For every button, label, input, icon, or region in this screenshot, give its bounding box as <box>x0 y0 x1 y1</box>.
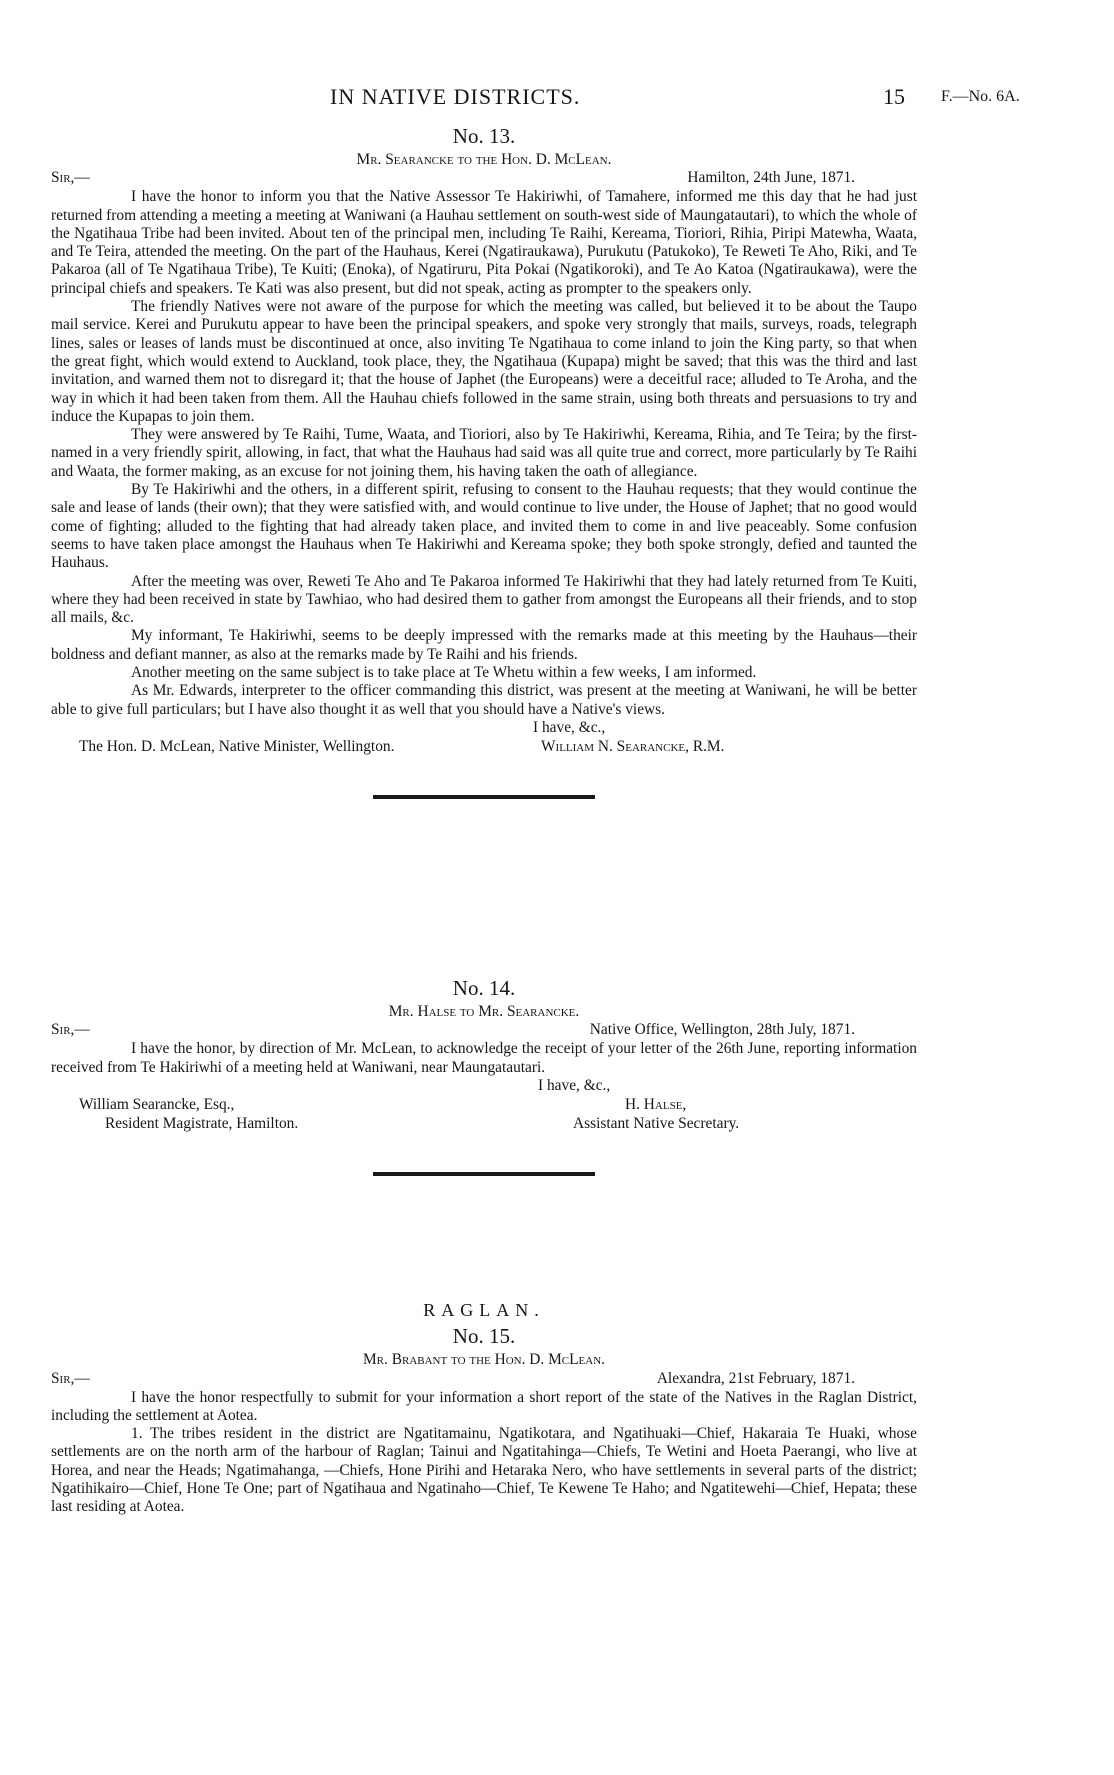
section-divider <box>373 1172 595 1176</box>
letter-heading-line <box>51 1021 917 1040</box>
dateline: Hamilton, 24th June, 1871. <box>687 169 855 187</box>
letter-from-to: Mr. Brabant to the Hon. D. McLean. <box>363 1351 605 1369</box>
signature-title-row <box>51 1115 917 1134</box>
letter-heading-line <box>51 1370 917 1389</box>
section-title: RAGLAN. <box>423 1300 545 1320</box>
signature-title: Assistant Native Secretary. <box>573 1114 740 1132</box>
closing-row <box>51 719 917 738</box>
closing: I have, &c., <box>533 718 606 736</box>
letter-15 <box>51 1301 917 1517</box>
paragraph: Another meeting on the same subject is to take place at Te Whetu within a few weeks, I am informed. <box>131 664 757 682</box>
closing-row <box>51 1077 917 1096</box>
letter-number: No. 15. <box>452 1324 516 1349</box>
letter-number: No. 14. <box>452 976 516 1000</box>
closing: I have, &c., <box>538 1076 611 1094</box>
paragraph: As Mr. Edwards, interpreter to the officer commanding this district, was present at the meeting at Waniwani, he will be better able to give full particulars; but I have also thought it as well that you should have a Native's views. <box>51 682 917 718</box>
running-head <box>0 84 1114 112</box>
letter-14 <box>51 975 917 1176</box>
signature-row <box>51 1096 917 1115</box>
letter-number: No. 13. <box>452 124 516 148</box>
letter-13 <box>51 123 917 799</box>
dateline: Native Office, Wellington, 28th July, 1871. <box>589 1021 855 1039</box>
signature: William N. Searancke, R.M. <box>541 737 725 755</box>
section-divider <box>373 795 595 799</box>
paragraph: I have the honor, by direction of Mr. McLean, to acknowledge the receipt of your letter of the 26th June, reporting information received from Te Hakiriwhi of a meeting held at Waniwani, near Maungatautari. <box>51 1040 917 1076</box>
paragraph: They were answered by Te Raihi, Tume, Waata, and Tioriori, also by Te Hakiriwhi, Kereama, Rihia, and Te Teira; by the first-named in a very friendly spirit, allowing, in fact, that what the Hauhaus had said was all quite true and correct, more particularly by Te Raihi and Waata, the former making, as an excuse for not joining them, his having taken the oath of allegiance. <box>51 426 917 480</box>
paragraph: I have the honor respectfully to submit for your information a short report of the state of the Natives in the Raglan District, including the settlement at Aotea. <box>51 1388 917 1424</box>
document-reference: F.—No. 6A. <box>941 88 1020 105</box>
salutation: Sir,— <box>51 1021 90 1039</box>
paragraph: My informant, Te Hakiriwhi, seems to be deeply impressed with the remarks made at this meeting by the Hauhaus—their boldness and defiant manner, as also at the remarks made by Te Raihi and his friends. <box>51 627 917 663</box>
paragraph: By Te Hakiriwhi and the others, in a different spirit, refusing to consent to the Hauhau requests; that they would continue the sale and lease of lands (their own); that they were satisfied with, and would continue to live under, the House of Japhet; that no good would come of fighting; alluded to the fighting that had already taken place, and invited them to come in and live peaceably. Some confusion seems to have taken place amongst the Hauhaus when Te Hakiriwhi and Kereama spoke; they both spoke strongly, defied and taunted the Hauhaus. <box>51 481 917 572</box>
page-number: 15 <box>883 84 905 109</box>
salutation: Sir,— <box>51 169 90 187</box>
paragraph: After the meeting was over, Reweti Te Aho and Te Pakaroa informed Te Hakiriwhi that they had lately returned from Te Kuiti, where they had been received in state by Tawhiao, who had desired them to gather from amongst the Europeans all their friends, and to stop all mails, &c. <box>51 572 917 627</box>
signature-row <box>51 738 917 757</box>
addressee-title: Resident Magistrate, Hamilton. <box>105 1114 299 1132</box>
salutation: Sir,— <box>51 1369 90 1387</box>
signature-name: H. Halse, <box>625 1095 687 1113</box>
paragraph: I have the honor to inform you that the Native Assessor Te Hakiriwhi, of Tamahere, informed me this day that he had just returned from attending a meeting a meeting at Waniwani (a Hauhau settlement on south-west side of Maungatautari), to which the whole of the Ngatihaua Tribe had been invited. About ten of the principal men, including Te Raihi, Kereama, Tioriori, Rihia, Piripi Matewha, Waata, and Te Teira, attended the meeting. On the part of the Hauhaus, Kerei (Ngatiraukawa), Purukutu (Patukoko), Te Reweti Te Aho, Riki, and Te Pakaroa (all of Te Ngatihaua Tribe), Te Kuiti; (Enoka), of Ngatiruru, Pita Pokai (Ngatikoroki), and Te Ao Katoa (Ngatiraukawa), were the principal chiefs and speakers. Te Kati was also present, but did not speak, acting as prompter to the speakers only. <box>51 188 917 297</box>
letter-from-to: Mr. Searancke to the Hon. D. McLean. <box>356 151 612 168</box>
paragraph: 1. The tribes resident in the district are Ngatitamainu, Ngatikotara, and Ngatihuaki—Chief, Hakaraia Te Huaki, whose settlements are on the north arm of the harbour of Raglan; Tainui and Ngatitahinga—Chiefs, Te Wetini and Hoeta Paerangi, who live at Horea, and near the Heads; Ngatimahanga, —Chiefs, Hone Pirihi and Hetaraka Nero, who have settlements in several parts of the district; Ngatihikairo—Chief, Hone Te One; part of Ngatihaua and Ngatinaho—Chief, Te Kewene Te Haho; and Ngatitewehi—Chief, Hepata; these last residing at Aotea. <box>51 1425 917 1516</box>
paragraph: The friendly Natives were not aware of the purpose for which the meeting was called, but believed it to be about the Taupo mail service. Kerei and Purukutu appear to have been the principal speakers, and spoke very strongly that mails, surveys, roads, telegraph lines, sales or leases of lands must be discontinued at once, also inviting Te Ngatihaua to come inland to join the King party, so that when the great fight, which would extend to Auckland, took place, they, the Ngatihaua (Kupapa) might be saved; that this was the third and last invitation, and warned them not to disregard it; that the house of Japhet (the Europeans) were a deceitful race; alluded to Te Aroha, and the way in which it had been taken from them. All the Hauhau chiefs followed in the same strain, using both threats and persuasions to try and induce the Kupapas to join them. <box>51 298 917 425</box>
letter-from-to: Mr. Halse to Mr. Searancke. <box>388 1003 580 1020</box>
running-head-title: IN NATIVE DISTRICTS. <box>330 84 581 109</box>
letter-heading-line <box>51 169 917 188</box>
addressee: The Hon. D. McLean, Native Minister, Wellington. <box>79 737 395 755</box>
addressee-name: William Searancke, Esq., <box>79 1095 235 1113</box>
dateline: Alexandra, 21st February, 1871. <box>656 1369 855 1387</box>
